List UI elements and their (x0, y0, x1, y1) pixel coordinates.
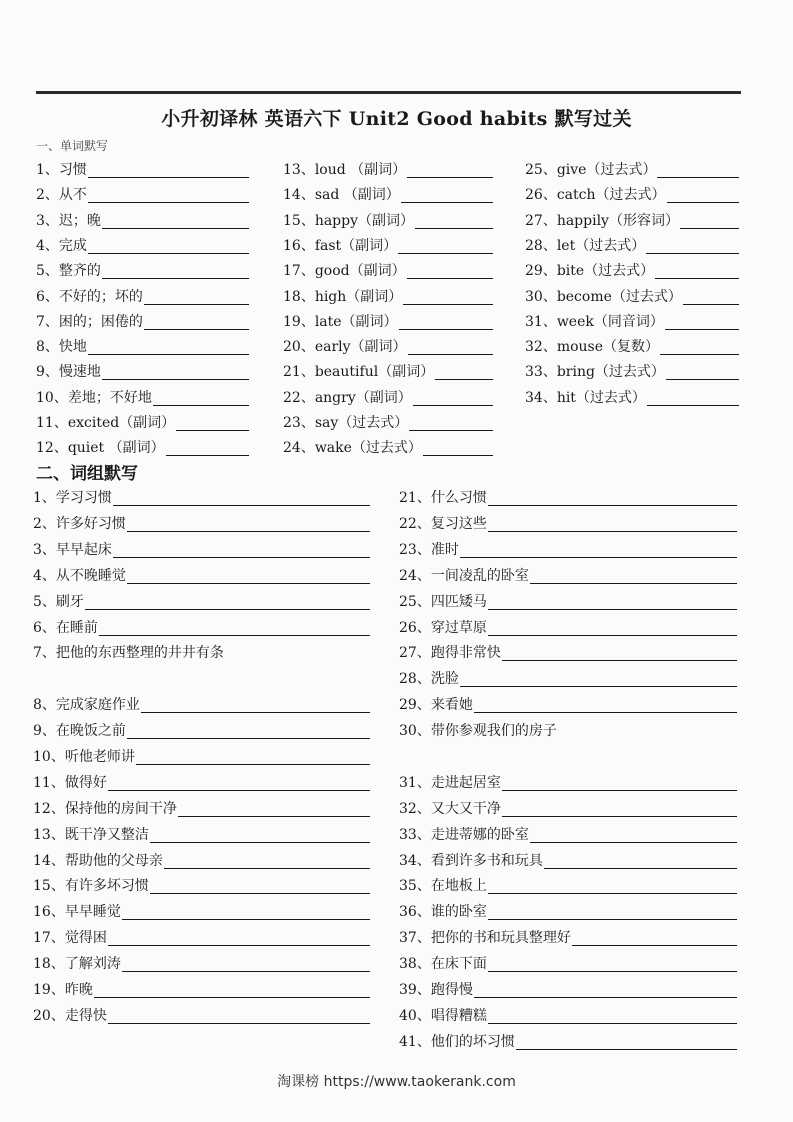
answer-blank[interactable] (108, 778, 370, 791)
list-item (33, 568, 370, 584)
item-label: 4、完成 (36, 238, 87, 254)
list-item (399, 930, 737, 946)
answer-blank[interactable] (144, 292, 249, 305)
answer-blank[interactable] (88, 165, 249, 178)
answer-blank[interactable] (94, 985, 370, 998)
answer-blank[interactable] (150, 881, 370, 894)
list-item (399, 827, 737, 843)
list-item (525, 364, 739, 380)
list-item (283, 339, 493, 355)
answer-blank[interactable] (164, 856, 370, 869)
list-item (33, 956, 370, 972)
answer-blank[interactable] (415, 216, 493, 229)
answer-blank[interactable] (660, 342, 739, 355)
list-item (33, 853, 370, 869)
section1-heading: 一、单词默写 (36, 139, 109, 153)
list-item (283, 289, 493, 305)
list-item (283, 364, 493, 380)
list-item (33, 723, 370, 739)
list-item (399, 1008, 737, 1024)
item-label: 40、唱得糟糕 (399, 1008, 487, 1024)
section2-heading: 二、词组默写 (36, 464, 138, 484)
list-item (33, 749, 370, 765)
item-label: 25、四匹矮马 (399, 594, 487, 610)
answer-blank[interactable] (666, 367, 739, 380)
list-item (399, 723, 737, 739)
answer-blank[interactable] (113, 493, 370, 506)
answer-blank[interactable] (502, 804, 737, 817)
item-label: 27、跑得非常快 (399, 645, 501, 661)
item-label: 34、hit（过去式） (525, 390, 646, 406)
list-item (283, 162, 493, 178)
item-label: 38、在床下面 (399, 956, 487, 972)
answer-blank[interactable] (99, 623, 370, 636)
item-label: 31、week（同音词） (525, 314, 664, 330)
answer-blank[interactable] (408, 342, 493, 355)
item-label: 27、happily（形容词） (525, 213, 679, 229)
answer-blank[interactable] (667, 190, 740, 203)
item-label: 13、loud （副词） (283, 162, 407, 178)
item-label: 23、say（过去式） (283, 415, 409, 431)
item-label: 20、走得快 (33, 1008, 107, 1024)
answer-blank[interactable] (460, 545, 737, 558)
list-item (36, 238, 249, 254)
item-label: 39、跑得慢 (399, 982, 473, 998)
answer-blank[interactable] (488, 493, 737, 506)
answer-blank[interactable] (150, 830, 370, 843)
item-label: 3、迟；晚 (36, 213, 101, 229)
item-label: 28、洗脸 (399, 671, 459, 687)
list-item (525, 390, 739, 406)
answer-blank[interactable] (680, 216, 739, 229)
item-label: 3、早早起床 (33, 542, 112, 558)
list-item (399, 878, 737, 894)
top-rule (36, 91, 741, 94)
list-item (33, 516, 370, 532)
answer-blank[interactable] (488, 597, 737, 610)
item-label: 12、保持他的房间干净 (33, 801, 177, 817)
list-item (36, 390, 249, 406)
list-item (399, 594, 737, 610)
list-item (33, 982, 370, 998)
list-item (399, 956, 737, 972)
answer-blank[interactable] (127, 519, 370, 532)
answer-blank[interactable] (127, 726, 370, 739)
answer-blank[interactable] (136, 752, 370, 765)
item-label: 9、在晚饭之前 (33, 723, 126, 739)
item-label: 8、完成家庭作业 (33, 697, 140, 713)
item-label: 36、谁的卧室 (399, 904, 487, 920)
answer-blank[interactable] (647, 393, 739, 406)
list-item (36, 440, 249, 456)
item-label: 22、复习这些 (399, 516, 487, 532)
answer-blank[interactable] (141, 700, 370, 713)
list-item (399, 904, 737, 920)
list-item (525, 213, 739, 229)
item-label: 14、帮助他的父母亲 (33, 853, 163, 869)
item-label: 29、来看她 (399, 697, 473, 713)
list-item (399, 645, 737, 661)
answer-blank[interactable] (176, 418, 249, 431)
list-item (33, 878, 370, 894)
answer-blank[interactable] (488, 1011, 737, 1024)
list-item (399, 568, 737, 584)
list-item (33, 904, 370, 920)
item-label: 28、let（过去式） (525, 238, 646, 254)
item-label: 26、catch（过去式） (525, 187, 666, 203)
item-label: 12、quiet （副词） (36, 440, 165, 456)
list-item (36, 314, 249, 330)
list-item (36, 263, 249, 279)
item-label: 18、了解刘涛 (33, 956, 121, 972)
item-label: 11、excited（副词） (36, 415, 176, 431)
answer-blank[interactable] (409, 418, 493, 431)
answer-blank[interactable] (144, 317, 249, 330)
list-item (33, 1008, 370, 1024)
item-label: 32、mouse（复数） (525, 339, 660, 355)
answer-blank[interactable] (646, 241, 739, 254)
answer-blank[interactable] (102, 216, 249, 229)
answer-blank[interactable] (544, 856, 737, 869)
list-item (33, 775, 370, 791)
item-label: 30、带你参观我们的房子 (399, 723, 557, 739)
item-label: 22、angry（副词） (283, 390, 412, 406)
answer-blank[interactable] (113, 545, 370, 558)
item-label: 5、刷牙 (33, 594, 84, 610)
answer-blank[interactable] (399, 317, 493, 330)
item-label: 7、把他的东西整理的井井有条 (33, 645, 224, 661)
answer-blank[interactable] (665, 317, 739, 330)
answer-blank[interactable] (122, 907, 370, 920)
list-item (399, 490, 737, 506)
answer-blank[interactable] (657, 165, 739, 178)
item-label: 21、什么习惯 (399, 490, 487, 506)
list-item (525, 238, 739, 254)
page-title: 小升初译林 英语六下 Unit2 Good habits 默写过关 (161, 108, 632, 130)
answer-blank[interactable] (403, 292, 493, 305)
item-label: 19、昨晚 (33, 982, 93, 998)
answer-blank[interactable] (502, 778, 737, 791)
item-label: 24、wake（过去式） (283, 440, 422, 456)
list-item (283, 263, 493, 279)
answer-blank[interactable] (166, 443, 249, 456)
answer-blank[interactable] (435, 367, 493, 380)
answer-blank[interactable] (401, 190, 493, 203)
list-item (399, 516, 737, 532)
list-item (36, 289, 249, 305)
item-label: 10、差地；不好地 (36, 390, 152, 406)
item-label: 21、beautiful（副词） (283, 364, 435, 380)
item-label: 18、high（副词） (283, 289, 403, 305)
list-item (33, 594, 370, 610)
item-label: 34、看到许多书和玩具 (399, 853, 543, 869)
list-item (525, 162, 739, 178)
item-label: 6、在睡前 (33, 620, 98, 636)
item-label: 16、早早睡觉 (33, 904, 121, 920)
list-item (399, 1034, 737, 1050)
list-item (36, 187, 249, 203)
item-label: 2、许多好习惯 (33, 516, 126, 532)
item-label: 24、一间凌乱的卧室 (399, 568, 529, 584)
item-label: 41、他们的坏习惯 (399, 1034, 515, 1050)
answer-blank[interactable] (655, 266, 739, 279)
answer-blank[interactable] (474, 985, 737, 998)
item-label: 8、快地 (36, 339, 87, 355)
answer-blank[interactable] (407, 165, 493, 178)
list-item (525, 339, 739, 355)
answer-blank[interactable] (178, 804, 370, 817)
list-item (36, 213, 249, 229)
list-item (399, 671, 737, 687)
list-item (399, 697, 737, 713)
answer-blank[interactable] (85, 597, 370, 610)
list-item (33, 645, 370, 661)
answer-blank[interactable] (407, 266, 493, 279)
list-item (33, 827, 370, 843)
answer-blank[interactable] (488, 623, 737, 636)
answer-blank[interactable] (413, 393, 493, 406)
item-label: 6、不好的；坏的 (36, 289, 143, 305)
item-label: 31、走进起居室 (399, 775, 501, 791)
item-label: 20、early（副词） (283, 339, 407, 355)
answer-blank[interactable] (683, 292, 739, 305)
list-item (283, 390, 493, 406)
list-item (33, 930, 370, 946)
item-label: 5、整齐的 (36, 263, 101, 279)
item-label: 32、又大又干净 (399, 801, 501, 817)
answer-blank[interactable] (122, 959, 370, 972)
item-label: 26、穿过草原 (399, 620, 487, 636)
item-label: 2、从不 (36, 187, 87, 203)
answer-blank[interactable] (88, 241, 249, 254)
item-label: 17、觉得困 (33, 930, 107, 946)
item-label: 16、fast（副词） (283, 238, 398, 254)
answer-blank[interactable] (516, 1037, 737, 1050)
answer-blank[interactable] (474, 700, 737, 713)
list-item (36, 364, 249, 380)
list-item (283, 187, 493, 203)
answer-blank[interactable] (488, 519, 737, 532)
list-item (33, 697, 370, 713)
item-label: 35、在地板上 (399, 878, 487, 894)
list-item (33, 542, 370, 558)
item-label: 1、习惯 (36, 162, 87, 178)
list-item (36, 162, 249, 178)
list-item (399, 801, 737, 817)
list-item (399, 853, 737, 869)
item-label: 11、做得好 (33, 775, 107, 791)
list-item (283, 238, 493, 254)
item-label: 17、good（副词） (283, 263, 406, 279)
list-item (283, 415, 493, 431)
list-item (283, 440, 493, 456)
list-item (33, 801, 370, 817)
list-item (399, 982, 737, 998)
list-item (33, 490, 370, 506)
item-label: 7、困的；困倦的 (36, 314, 143, 330)
answer-blank[interactable] (488, 881, 737, 894)
answer-blank[interactable] (488, 907, 737, 920)
answer-blank[interactable] (530, 830, 737, 843)
item-label: 15、happy（副词） (283, 213, 415, 229)
answer-blank[interactable] (108, 1011, 370, 1024)
list-item (36, 339, 249, 355)
answer-blank[interactable] (423, 443, 493, 456)
answer-blank[interactable] (502, 648, 737, 661)
item-label: 23、准时 (399, 542, 459, 558)
list-item (283, 314, 493, 330)
item-label: 4、从不晚睡觉 (33, 568, 126, 584)
item-label: 33、bring（过去式） (525, 364, 665, 380)
answer-blank[interactable] (127, 571, 370, 584)
answer-blank[interactable] (102, 367, 249, 380)
item-label: 29、bite（过去式） (525, 263, 655, 279)
list-item (525, 263, 739, 279)
list-item (283, 213, 493, 229)
answer-blank[interactable] (88, 342, 249, 355)
list-item (399, 620, 737, 636)
answer-blank[interactable] (88, 190, 249, 203)
list-item (525, 289, 739, 305)
item-label: 25、give（过去式） (525, 162, 657, 178)
item-label: 10、听他老师讲 (33, 749, 135, 765)
answer-blank[interactable] (153, 393, 249, 406)
item-label: 13、既干净又整洁 (33, 827, 149, 843)
item-label: 1、学习习惯 (33, 490, 112, 506)
list-item (33, 620, 370, 636)
footer-watermark: 淘课榜 https://www.taokerank.com (277, 1074, 516, 1090)
answer-blank[interactable] (108, 933, 370, 946)
answer-blank[interactable] (398, 241, 493, 254)
list-item (399, 775, 737, 791)
answer-blank[interactable] (488, 959, 737, 972)
item-label: 14、sad （副词） (283, 187, 400, 203)
item-label: 37、把你的书和玩具整理好 (399, 930, 571, 946)
item-label: 9、慢速地 (36, 364, 101, 380)
list-item (399, 542, 737, 558)
answer-blank[interactable] (530, 571, 737, 584)
list-item (36, 415, 249, 431)
item-label: 19、late（副词） (283, 314, 398, 330)
answer-blank[interactable] (572, 933, 737, 946)
item-label: 30、become（过去式） (525, 289, 682, 305)
answer-blank[interactable] (460, 674, 737, 687)
list-item (525, 314, 739, 330)
answer-blank[interactable] (102, 266, 249, 279)
list-item (525, 187, 739, 203)
item-label: 33、走进蒂娜的卧室 (399, 827, 529, 843)
item-label: 15、有许多坏习惯 (33, 878, 149, 894)
